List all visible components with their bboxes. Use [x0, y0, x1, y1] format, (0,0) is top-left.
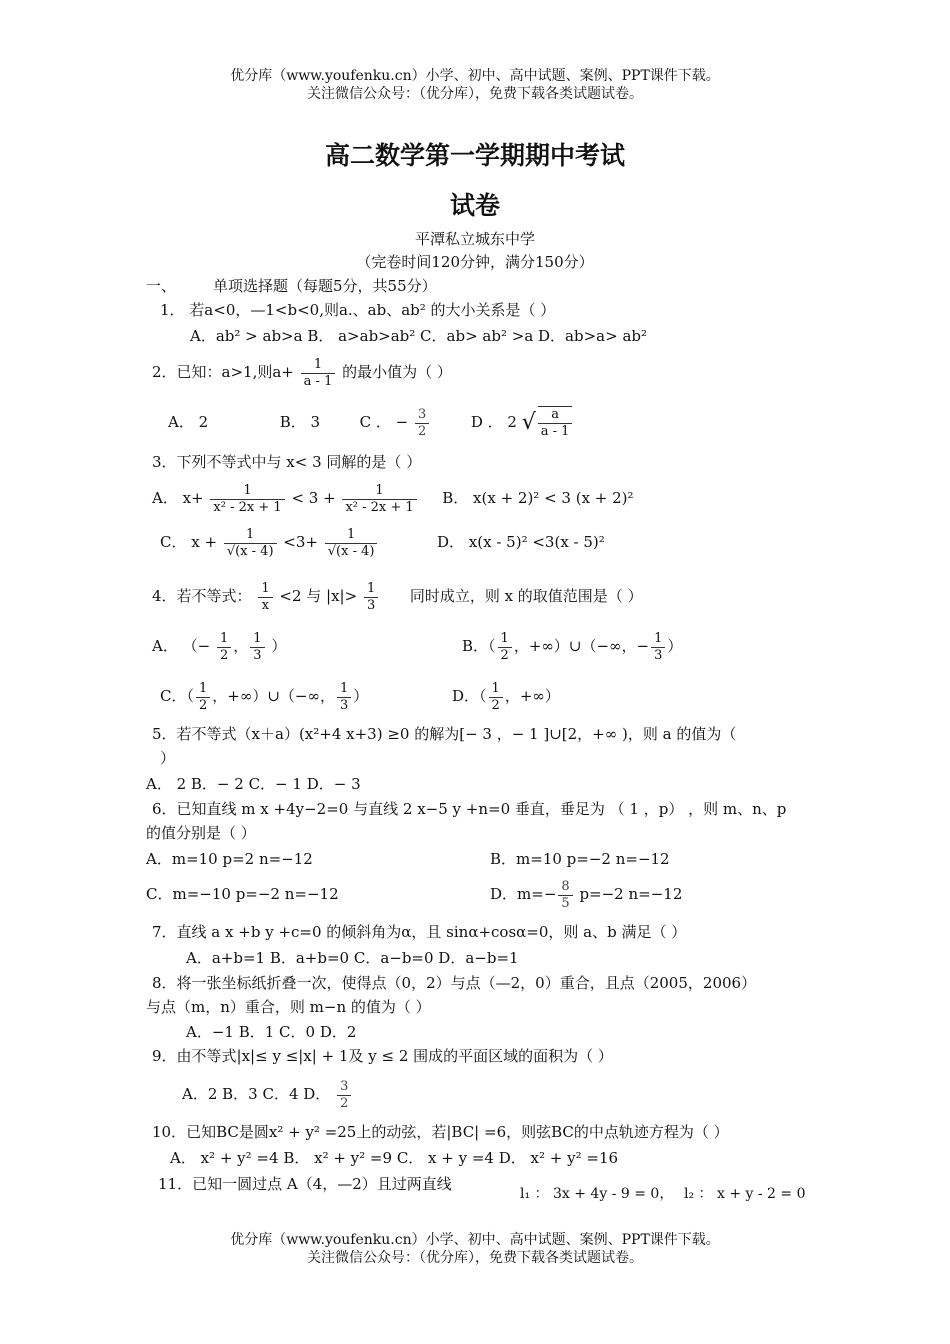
q2-opt-d-den: a - 1 — [538, 423, 573, 440]
q9-opt-d-frac — [337, 1079, 351, 1112]
q4-stem-b: <2 与 |x|> — [279, 587, 358, 605]
q4-opt-d-frac-num: 1 — [491, 680, 500, 696]
q4-opt-d-end: ，+∞） — [504, 687, 560, 705]
q4-opt-a-frac-2 — [250, 631, 264, 664]
school-name: 平潭私立城东中学 — [414, 230, 535, 248]
q10-options: A． x² + y² =4 B． x² + y² =9 C． x + y =4 D． x² + y² =16 — [170, 1149, 619, 1167]
q9-opt-d-num: 3 — [340, 1078, 349, 1094]
q5-stem: 5．若不等式（x＋a）(x²+4 x+3) ≥0 的解为[− 3 ，− 1 ]∪[2，+∞ )，则 a 的值为（ — [152, 725, 737, 743]
q3-row-ab — [152, 478, 634, 518]
q4-opt-d-frac — [489, 681, 503, 714]
q4-opt-a-frac-2-num: 1 — [253, 630, 262, 646]
q3-c-den-2: √(x - 4) — [325, 543, 378, 560]
q1-options: A．ab² > ab>a B． a>ab>ab² C．ab> ab² >a D．ab>a> ab² — [190, 327, 648, 345]
q2-frac-num: 1 — [313, 356, 323, 372]
exam-info: （完卷时间120分钟，满分150分） — [356, 253, 594, 271]
sqrt-icon: √ — [521, 410, 536, 435]
q3-a-mid: < 3 + — [291, 489, 336, 507]
q11-stem: 11．已知一圆过点 A（4，—2）且过两直线 — [158, 1175, 452, 1193]
q4-opt-b-frac-1-den: 2 — [498, 647, 512, 664]
q5-stem-cont: ） — [160, 749, 176, 767]
q4-opt-a-frac-1-den: 2 — [217, 647, 231, 664]
q6-opt-a: A．m=10 p=2 n=−12 — [146, 850, 313, 868]
q4-opt-a-frac-1 — [217, 631, 231, 664]
q2-stem-b: 的最小值为（ ） — [342, 363, 452, 381]
q3-opt-b: B． x(x + 2)² < 3 (x + 2)² — [442, 489, 634, 507]
q2-stem — [152, 354, 452, 390]
q3-opt-d: D． x(x - 5)² <3(x - 5)² — [437, 533, 605, 551]
q4-opt-b-frac-1 — [498, 631, 512, 664]
q2-frac-den: a - 1 — [301, 373, 336, 390]
q3-a-frac-1 — [210, 483, 284, 516]
q8-stem: 8．将一张坐标纸折叠一次，使得点（0，2）与点（—2，0）重合，且点（2005，2006） — [152, 974, 757, 992]
q4-frac-2-num: 1 — [366, 580, 376, 596]
q4-frac-1 — [258, 581, 272, 614]
q4-opt-b-frac-2-num: 1 — [654, 630, 663, 646]
q4-stem-c: 同时成立，则 x 的取值范围是（ ） — [409, 587, 643, 605]
q2-opt-c-num: 3 — [418, 406, 427, 422]
q6-opt-d-frac — [558, 879, 572, 912]
q6-opt-b: B．m=10 p=−2 n=−12 — [490, 850, 670, 868]
q3-c-frac-1 — [224, 527, 277, 560]
q3-a-frac-2 — [342, 483, 416, 516]
q2-options — [168, 404, 574, 441]
q4-opt-b-frac-1-num: 1 — [500, 630, 509, 646]
header-line-1: 优分库（www.youfenku.cn）小学、初中、高中试题、案例、PPT课件下载。 — [230, 68, 720, 84]
q4-opt-c-frac-1-num: 1 — [198, 680, 208, 696]
q4-opt-c-label: C．（ — [160, 687, 194, 705]
q4-opt-a: A． （− $\frac{1}{2}$ ， $\frac{1}{3}$ ） — [152, 630, 287, 663]
section-number: 一、 — [146, 277, 177, 295]
q4-opt-d-frac-den: 2 — [489, 697, 503, 714]
q4-stem-a: 4．若不等式： — [152, 587, 252, 605]
q3-c-num-2: 1 — [346, 526, 356, 542]
q4-opt-c-frac-1 — [196, 681, 210, 714]
q9-opt-d-den: 2 — [337, 1095, 351, 1112]
q9-options: A．2 B．3 C．4 D． — [182, 1085, 331, 1103]
q2-stem-a: 2．已知：a>1,则a+ — [152, 363, 294, 381]
q3-a-den-2: x² - 2x + 1 — [342, 499, 416, 516]
q4-stem — [152, 576, 643, 616]
q4-opt-b-label: B．（ — [462, 637, 496, 655]
q6-opt-d-den: 5 — [558, 895, 572, 912]
q9-options-row — [182, 1074, 353, 1114]
q4-opt-a-end: ） — [271, 637, 287, 655]
q4-opt-b-frac-2 — [651, 631, 665, 664]
q4-opt-a-label: A． （− — [152, 637, 211, 655]
q10-stem: 10．已知BC是圆x² + y² =25上的动弦，若|BC| =6，则弦BC的中点轨迹方程为（ ） — [152, 1123, 729, 1141]
footer-line-1: 优分库（www.youfenku.cn）小学、初中、高中试题、案例、PPT课件下载。 — [230, 1232, 720, 1248]
q4-opt-c-mid: ，+∞）∪（−∞， — [212, 687, 335, 705]
q4-opt-c-frac-1-den: 2 — [196, 697, 210, 714]
q8-options: A．−1 B．1 C．0 D．2 — [186, 1023, 357, 1041]
q4-opt-b-mid: ，+∞）∪（−∞，− — [513, 637, 650, 655]
page-title: 高二数学第一学期期中考试 — [324, 141, 625, 170]
q2-fraction — [301, 357, 336, 390]
q3-stem: 3．下列不等式中与 x< 3 同解的是（ ） — [152, 453, 422, 471]
header-line-2: 关注微信公众号：（优分库），免费下载各类试题试卷。 — [307, 86, 643, 102]
q2-opt-c-den: 2 — [415, 423, 429, 440]
q2-opt-d: D ． 2 — [470, 413, 517, 431]
q9-stem: 9．由不等式|x|≤ y ≤|x| + 1及 y ≤ 2 围成的平面区域的面积为（ ） — [152, 1047, 613, 1065]
q4-opt-c — [160, 676, 368, 716]
q8-stem-cont: 与点（m，n）重合，则 m−n 的值为（ ） — [146, 998, 431, 1016]
q3-c-pre: C． x + — [160, 533, 218, 551]
q11-line-1: l₁ ： 3x + 4y - 9 = 0， — [520, 1186, 674, 1202]
q4-opt-a-frac-2-den: 3 — [250, 647, 264, 664]
page-subtitle: 试卷 — [449, 191, 500, 220]
q2-opt-d-frac — [538, 406, 573, 440]
section-label: 单项选择题（每题5分，共55分） — [213, 277, 437, 295]
q3-row-cd — [160, 522, 605, 562]
q3-a-num-1: 1 — [243, 482, 252, 498]
q6-opt-d — [490, 874, 682, 914]
q2-opt-d-num: a — [551, 407, 559, 422]
q4-frac-1-num: 1 — [261, 580, 270, 596]
q3-c-frac-2 — [325, 527, 378, 560]
q7-stem: 7．直线 a x +b y +c=0 的倾斜角为α，且 sinα+cosα=0，则 a、b 满足（ ） — [152, 923, 687, 941]
footer-line-2: 关注微信公众号：（优分库），免费下载各类试题试卷。 — [307, 1250, 643, 1266]
q4-opt-b — [462, 626, 682, 666]
q6-stem: 6．已知直线 m x +4y−2=0 与直线 2 x−5 y +n=0 垂直，垂足为 （ 1 ，p） ，则 m、n、p — [152, 800, 787, 818]
q3-a-num-2: 1 — [375, 482, 384, 498]
q4-opt-c-end: ） — [353, 687, 369, 705]
q1-stem: 1． 若a<0，—1<b<0,则a.、ab、ab² 的大小关系是（ ） — [160, 301, 556, 319]
q2-opt-b: B． 3 — [279, 413, 321, 431]
q4-opt-c-frac-2-num: 1 — [339, 680, 349, 696]
q2-opt-c: C ． − — [359, 413, 409, 431]
q3-c-mid: <3+ — [283, 533, 318, 551]
q4-opt-a-frac-1-num: 1 — [219, 630, 229, 646]
q6-opt-d-pre: D．m=− — [490, 885, 557, 903]
q4-frac-2-den: 3 — [364, 597, 378, 614]
q6-opt-c: C．m=−10 p=−2 n=−12 — [146, 885, 339, 903]
q2-opt-a: A． 2 — [168, 413, 209, 431]
q4-frac-1-den: x — [258, 597, 272, 614]
q3-c-num-1: 1 — [246, 526, 255, 542]
q6-opt-d-num: 8 — [561, 878, 570, 894]
q6-opt-d-post: p=−2 n=−12 — [574, 885, 683, 903]
q4-opt-d-label: D．（ — [452, 687, 487, 705]
q7-options: A．a+b=1 B．a+b=0 C．a−b=0 D．a−b=1 — [186, 949, 519, 967]
q2-opt-c-frac — [415, 407, 429, 440]
q3-a-den-1: x² - 2x + 1 — [210, 499, 284, 516]
q3-a-pre: A． x+ — [152, 489, 204, 507]
q4-frac-2 — [364, 581, 378, 614]
q4-opt-d — [452, 676, 560, 716]
q4-opt-b-frac-2-den: 3 — [651, 647, 665, 664]
q6-stem-cont: 的值分别是（ ） — [146, 824, 256, 842]
q5-options: A． 2 B．− 2 C．− 1 D．− 3 — [146, 775, 361, 793]
q4-opt-c-frac-2 — [337, 681, 351, 714]
q4-opt-b-end: ） — [667, 637, 683, 655]
q4-opt-c-frac-2-den: 3 — [337, 697, 351, 714]
q11-line-2: l₂ ： x + y - 2 = 0 — [684, 1186, 806, 1202]
q3-c-den-1: √(x - 4) — [224, 543, 277, 560]
